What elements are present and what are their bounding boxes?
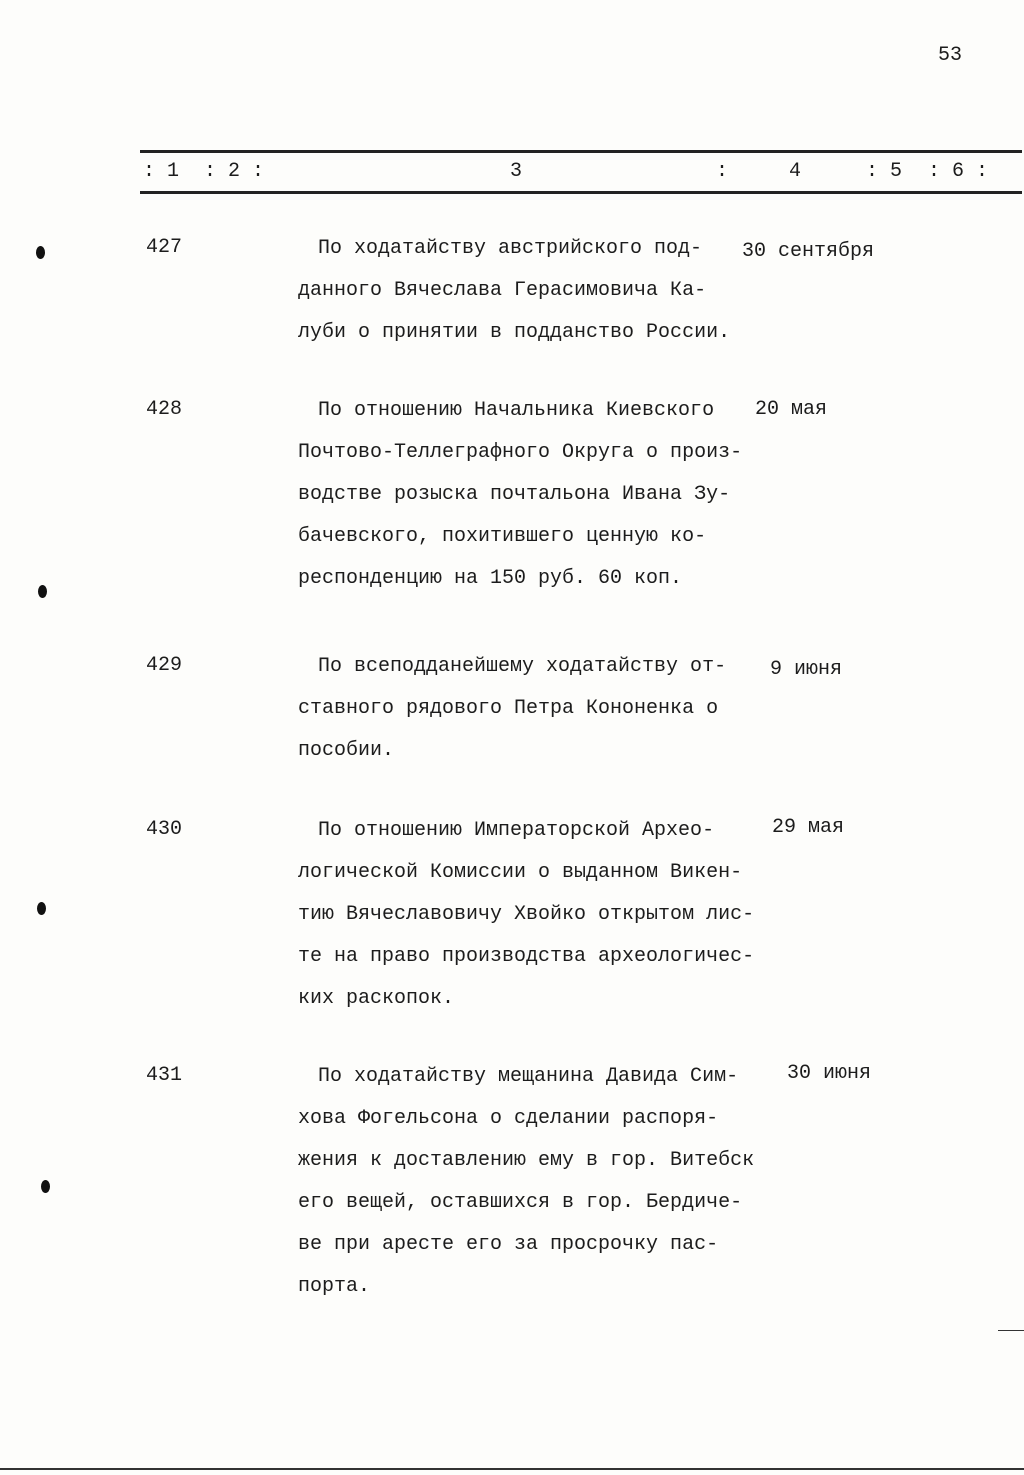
page-number: 53 xyxy=(938,44,963,67)
entry-text-line: ких раскопок. xyxy=(298,987,455,1010)
punch-hole-mark xyxy=(36,246,45,259)
column-header-3: 3 xyxy=(510,160,523,183)
entry-text xyxy=(298,810,754,1020)
entry-text-line: луби о принятии в подданство России. xyxy=(298,321,731,344)
entry-number: 428 xyxy=(146,398,183,421)
column-header-6: : 6 : xyxy=(928,160,989,183)
column-header-5: : 5 xyxy=(866,160,903,183)
entry-text-line: ве при аресте его за просрочку пас- xyxy=(298,1233,719,1256)
column-header-2: : 2 : xyxy=(204,160,265,183)
entry-text-line: водстве розыска почтальона Ивана Зу- xyxy=(298,483,731,506)
entry-text-line: те на право производства археологичес- xyxy=(298,945,755,968)
entry-text-line: бачевского, похитившего ценную ко- xyxy=(298,525,707,548)
entry-text-line: порта. xyxy=(298,1275,371,1298)
column-header-1: : 1 xyxy=(143,160,180,183)
entry-text-line: респонденцию на 150 руб. 60 коп. xyxy=(298,567,683,590)
entry-text xyxy=(298,646,726,772)
entry-text-line: Почтово-Теллеграфного Округа о произ- xyxy=(298,441,743,464)
entry-number: 431 xyxy=(146,1064,183,1087)
column-separator: : xyxy=(716,160,729,183)
entry-text-line: По отношению Императорской Архео- xyxy=(318,819,715,842)
entry-date: 9 июня xyxy=(770,658,843,681)
entry-date: 30 сентября xyxy=(742,240,875,263)
page-bottom-edge xyxy=(0,1468,1024,1470)
entry-number: 427 xyxy=(146,236,183,259)
margin-mark xyxy=(998,1330,1024,1331)
column-header-4: 4 xyxy=(789,160,802,183)
entry-text-line: хова Фогельсона о сделании распоря- xyxy=(298,1107,719,1130)
entry-text-line: пособии. xyxy=(298,739,395,762)
entry-date: 29 мая xyxy=(772,816,845,839)
entry-text-line: ставного рядового Петра Кононенка о xyxy=(298,697,719,720)
punch-hole-mark xyxy=(37,902,46,915)
punch-hole-mark xyxy=(41,1180,50,1193)
entry-text-line: данного Вячеслава Герасимовича Ка- xyxy=(298,279,707,302)
entry-date: 30 июня xyxy=(787,1062,872,1085)
entry-date: 20 мая xyxy=(755,398,828,421)
entry-text-line: По ходатайству мещанина Давида Сим- xyxy=(318,1065,739,1088)
entry-text xyxy=(298,228,730,354)
entry-text-line: По отношению Начальника Киевского xyxy=(318,399,715,422)
entry-text-line: жения к доставлению ему в гор. Витебск xyxy=(298,1149,755,1172)
entry-text xyxy=(298,390,742,600)
entry-number: 429 xyxy=(146,654,183,677)
entry-text-line: По всеподданейшему ходатайству от- xyxy=(318,655,727,678)
entry-text-line: тию Вячеславовичу Хвойко открытом лис- xyxy=(298,903,755,926)
entry-number: 430 xyxy=(146,818,183,841)
entry-text xyxy=(298,1056,754,1308)
punch-hole-mark xyxy=(38,585,47,598)
header-bottom-rule xyxy=(140,191,1022,194)
header-top-rule xyxy=(140,150,1022,153)
entry-text-line: логической Комиссии о выданном Викен- xyxy=(298,861,743,884)
entry-text-line: По ходатайству австрийского под- xyxy=(318,237,703,260)
entry-text-line: его вещей, оставшихся в гор. Бердиче- xyxy=(298,1191,743,1214)
